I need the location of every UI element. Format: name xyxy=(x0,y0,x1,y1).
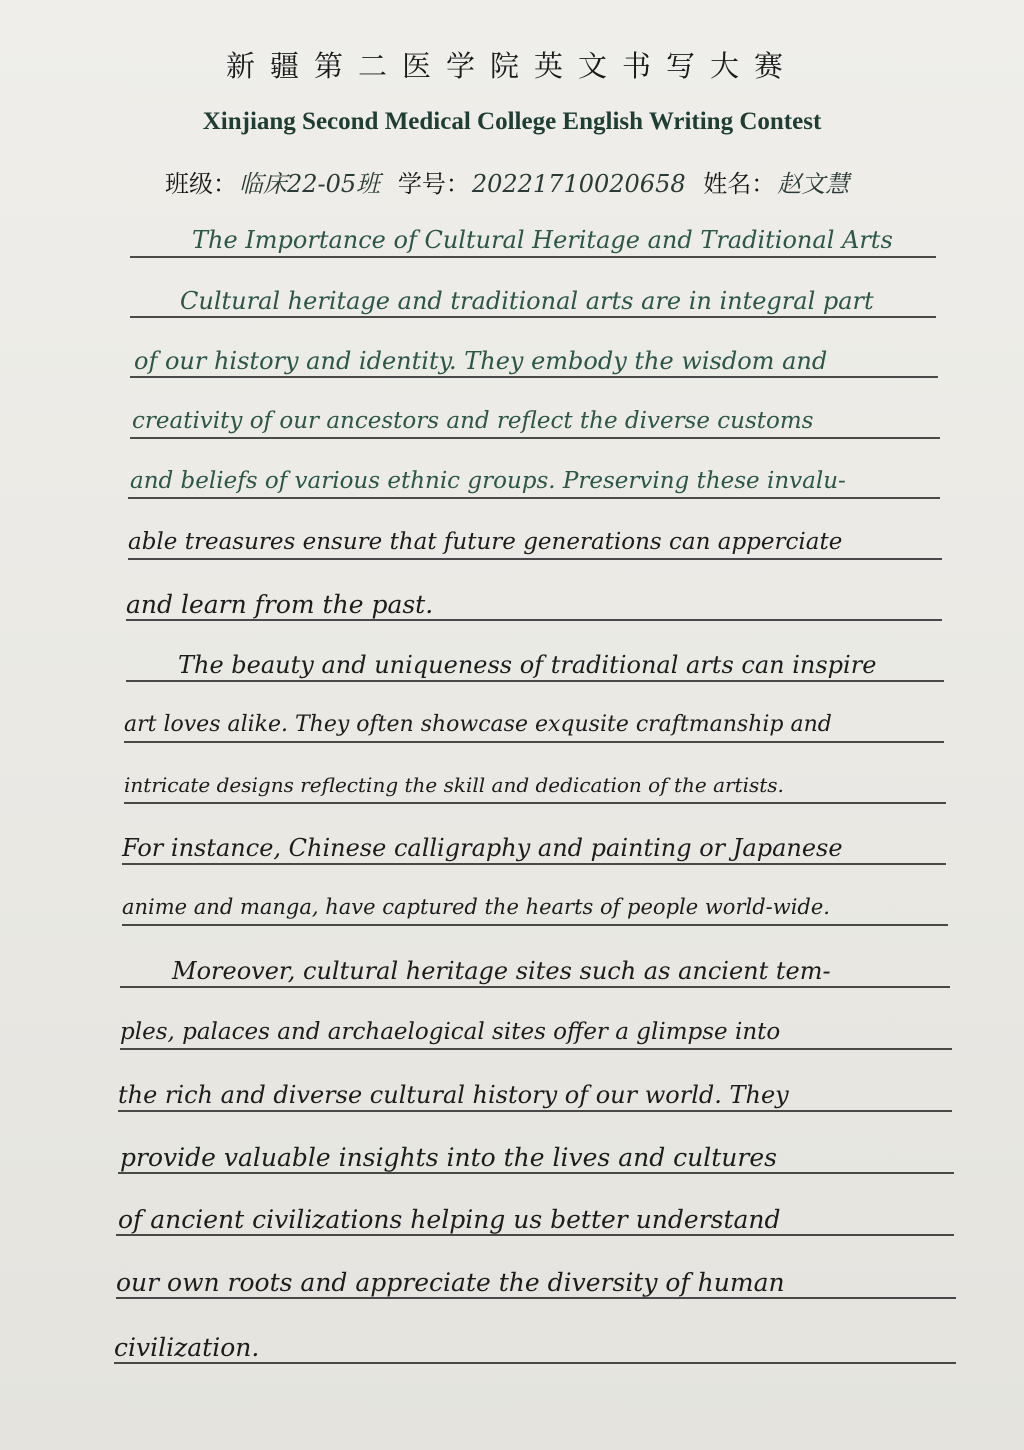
essay-line: intricate designs reflecting the skill and dedication of the artists. xyxy=(124,773,784,797)
name-label: 姓名： xyxy=(703,170,776,198)
ruled-line xyxy=(122,863,946,865)
essay-line: art loves alike. They often showcase exqusite craftmanship and xyxy=(124,712,832,737)
ruled-line xyxy=(118,1172,954,1174)
ruled-line xyxy=(130,316,936,318)
contest-title-chinese: 新疆第二医学院英文书写大赛 xyxy=(225,49,798,83)
ruled-line xyxy=(118,1110,952,1112)
student-id-label: 学号： xyxy=(397,170,470,198)
name-value: 赵文慧 xyxy=(777,170,850,198)
ruled-line xyxy=(126,619,942,621)
ruled-line xyxy=(128,558,942,560)
ruled-line xyxy=(130,376,938,378)
ruled-line xyxy=(116,1297,956,1299)
ruled-line xyxy=(120,1048,952,1050)
essay-title: The Importance of Cultural Heritage and Traditional Arts xyxy=(192,226,893,254)
ruled-line xyxy=(124,741,944,743)
ruled-line xyxy=(122,924,948,926)
essay-line: and beliefs of various ethnic groups. Preserving these invalu- xyxy=(130,468,846,494)
essay-line: creativity of our ancestors and reflect the diverse customs xyxy=(132,408,814,434)
essay-line: civilization. xyxy=(114,1333,260,1362)
class-value: 临床22-05班 xyxy=(239,170,381,198)
ruled-line xyxy=(126,680,944,682)
essay-line: The beauty and uniqueness of traditional arts can inspire xyxy=(178,651,877,679)
student-info xyxy=(165,164,965,199)
ruled-line xyxy=(128,497,940,499)
essay-line: the rich and diverse cultural history of our world. They xyxy=(118,1081,789,1109)
essay-line: Moreover, cultural heritage sites such as ancient tem- xyxy=(172,957,831,985)
essay-line: anime and manga, have captured the hearts of people world-wide. xyxy=(122,895,830,919)
contest-title-english: Xinjiang Second Medical College English Writing Contest xyxy=(202,108,822,135)
essay-line: Cultural heritage and traditional arts are in integral part xyxy=(180,287,874,315)
essay-line: of ancient civilizations helping us better understand xyxy=(118,1205,781,1234)
ruled-line xyxy=(124,802,946,804)
essay-line: provide valuable insights into the lives and cultures xyxy=(120,1143,777,1172)
ruled-line xyxy=(120,986,950,988)
essay-line: ples, palaces and archaelogical sites offer a glimpse into xyxy=(120,1019,781,1045)
essay-line: and learn from the past. xyxy=(126,590,434,619)
class-label: 班级： xyxy=(165,170,237,198)
ruled-line xyxy=(114,1362,956,1364)
ruled-line xyxy=(116,1234,954,1236)
essay-line: our own roots and appreciate the diversity of human xyxy=(116,1268,785,1297)
essay-line: of our history and identity. They embody the wisdom and xyxy=(134,347,828,375)
essay-line: For instance, Chinese calligraphy and painting or Japanese xyxy=(122,834,843,862)
ruled-line xyxy=(130,437,940,439)
essay-line: able treasures ensure that future generations can apperciate xyxy=(128,529,843,555)
ruled-line xyxy=(130,256,936,258)
student-id-value: 20221710020658 xyxy=(471,170,686,198)
